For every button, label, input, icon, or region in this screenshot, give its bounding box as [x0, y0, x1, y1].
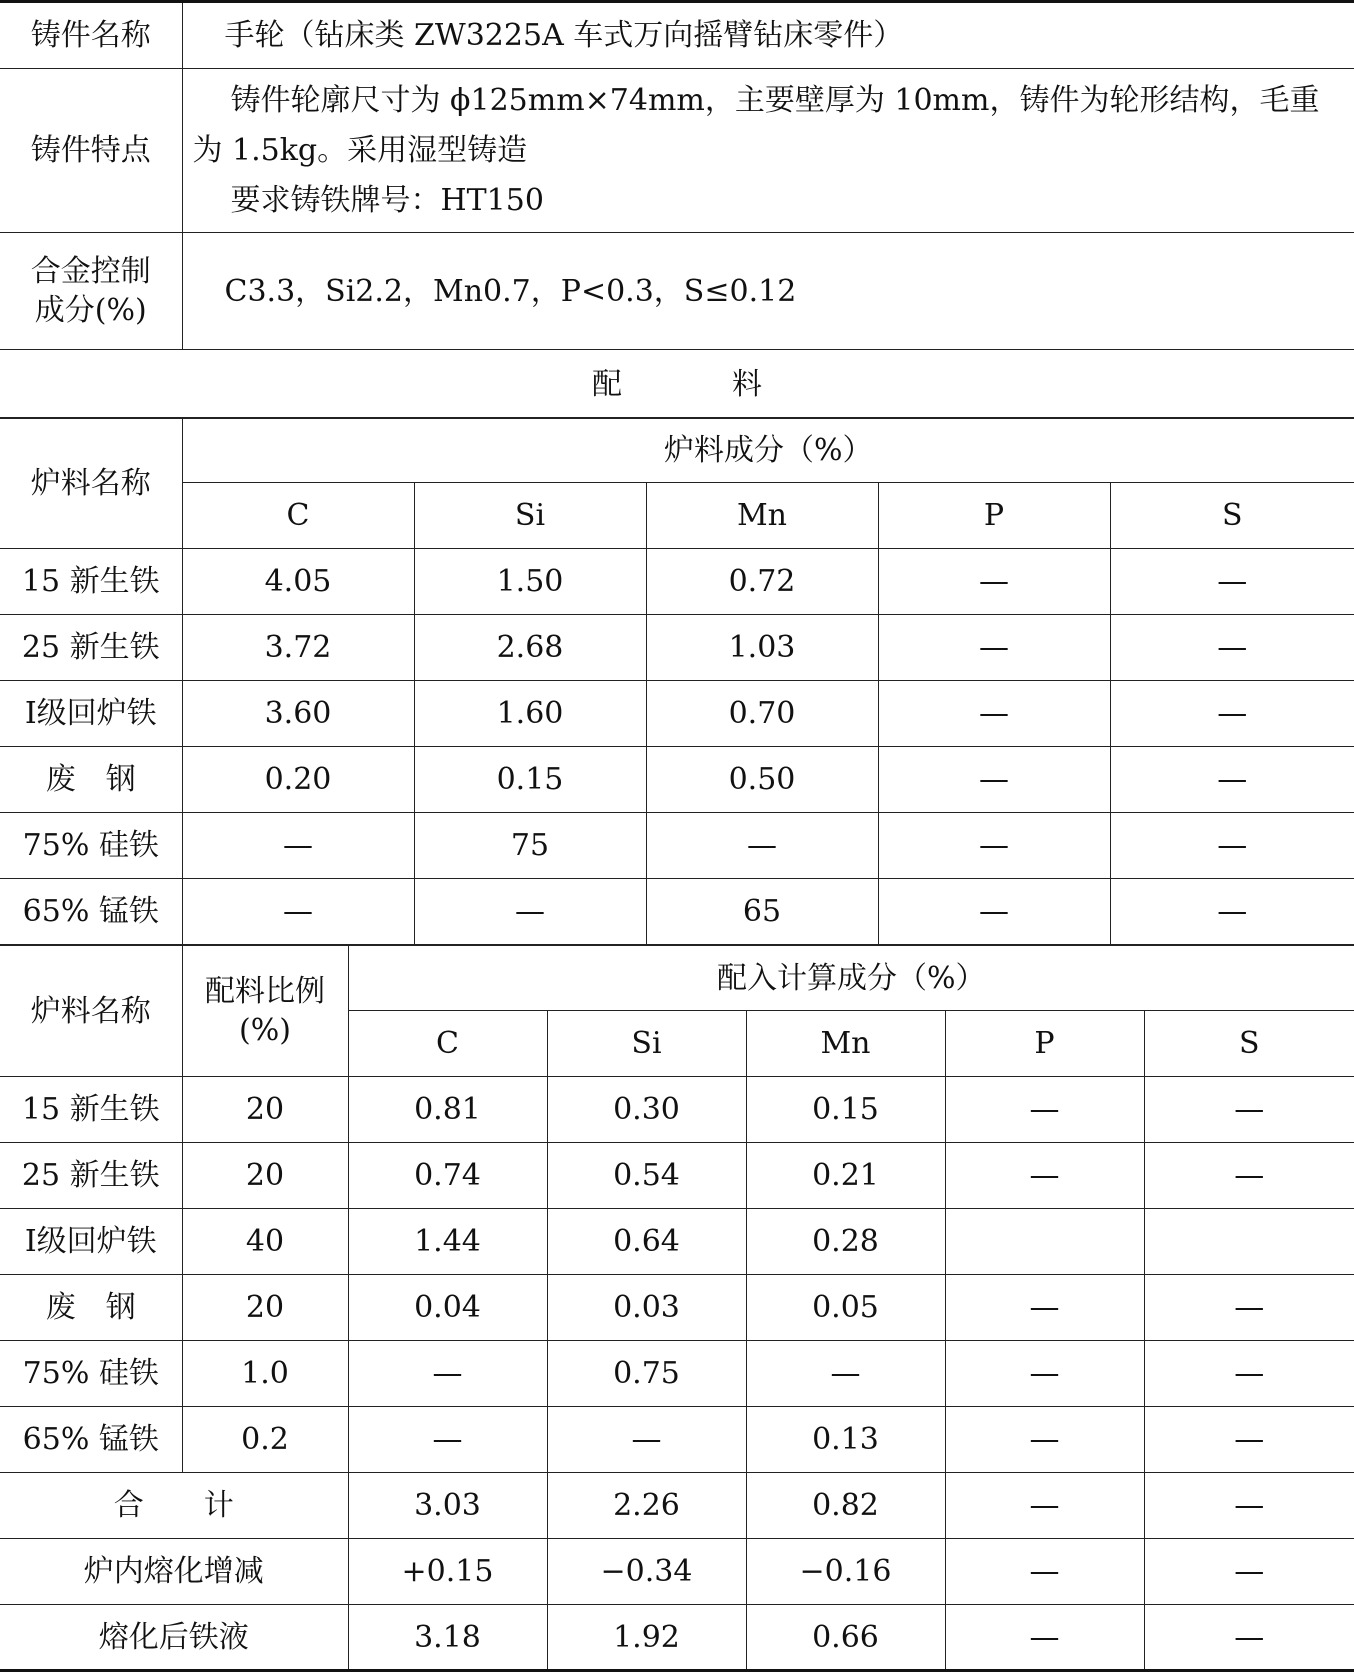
- charge-header-row-2: [0, 483, 1354, 549]
- calc-si: 0.64: [547, 1209, 746, 1275]
- calc-header-row-1: [0, 946, 1354, 1011]
- table-row: [0, 1209, 1354, 1275]
- ratio-header-line-2: (%): [239, 1013, 291, 1048]
- calc-name: 65% 锰铁: [0, 1407, 182, 1473]
- calc-col-p: P: [945, 1011, 1144, 1077]
- calc-ratio: 1.0: [182, 1341, 348, 1407]
- charge-col-s: S: [1110, 483, 1354, 549]
- charge-si: 0.15: [414, 747, 646, 813]
- calc-group-header: 配入计算成分（%）: [348, 946, 1354, 1011]
- charge-p: —: [878, 681, 1110, 747]
- charge-si: 2.68: [414, 615, 646, 681]
- calc-p: —: [945, 1143, 1144, 1209]
- charge-name: 65% 锰铁: [0, 879, 182, 945]
- calc-ratio-header: [182, 946, 348, 1077]
- charge-s: —: [1110, 747, 1354, 813]
- summary-mn: 0.82: [746, 1473, 945, 1539]
- alloy-control-row: [0, 233, 1354, 350]
- charge-name: Ⅰ级回炉铁: [0, 681, 182, 747]
- charge-name: 15 新生铁: [0, 549, 182, 615]
- charge-c: —: [182, 813, 414, 879]
- summary-c: 3.18: [348, 1605, 547, 1671]
- charge-composition-table: [0, 417, 1354, 945]
- charge-c: —: [182, 879, 414, 945]
- calc-mn: 0.28: [746, 1209, 945, 1275]
- alloy-control-value: C3.3，Si2.2，Mn0.7，P<0.3，S≤0.12: [182, 233, 1354, 350]
- calc-p: [945, 1209, 1144, 1275]
- calc-c: 0.04: [348, 1275, 547, 1341]
- charge-group-header: 炉料成分（%）: [182, 418, 1354, 483]
- charge-name: 25 新生铁: [0, 615, 182, 681]
- section-title: [0, 350, 1354, 419]
- charge-name: 75% 硅铁: [0, 813, 182, 879]
- calc-si: —: [547, 1407, 746, 1473]
- summary-si: 2.26: [547, 1473, 746, 1539]
- summary-mn: 0.66: [746, 1605, 945, 1671]
- summary-row-molten-iron: [0, 1605, 1354, 1671]
- charge-si: —: [414, 879, 646, 945]
- calc-c: 0.81: [348, 1077, 547, 1143]
- table-row: [0, 1341, 1354, 1407]
- features-line-2: 为 1.5kg。采用湿型铸造: [192, 132, 528, 168]
- calc-p: —: [945, 1341, 1144, 1407]
- calc-name: 25 新生铁: [0, 1143, 182, 1209]
- summary-row-total: [0, 1473, 1354, 1539]
- alloy-label-line-1: 合金控制: [30, 254, 151, 289]
- summary-s: —: [1144, 1473, 1354, 1539]
- summary-s: —: [1144, 1539, 1354, 1605]
- calc-s: —: [1144, 1407, 1354, 1473]
- calc-s: [1144, 1209, 1354, 1275]
- charge-p: —: [878, 813, 1110, 879]
- casting-name-value: 手轮（钻床类 ZW3225A 车式万向摇臂钻床零件）: [182, 2, 1354, 69]
- table-row: [0, 615, 1354, 681]
- table-row: [0, 879, 1354, 945]
- casting-info-table: [0, 0, 1354, 419]
- casting-features-value: [182, 69, 1354, 233]
- charge-col-mn: Mn: [646, 483, 878, 549]
- charge-col-si: Si: [414, 483, 646, 549]
- charge-s: —: [1110, 681, 1354, 747]
- features-line-1: 铸件轮廓尺寸为 ϕ125mm×74mm，主要壁厚为 10mm，铸件为轮形结构，毛重: [230, 82, 1320, 118]
- alloy-control-label: [0, 233, 182, 350]
- table-row: [0, 1407, 1354, 1473]
- charge-si: 1.60: [414, 681, 646, 747]
- charge-si: 75: [414, 813, 646, 879]
- summary-row-melt-change: [0, 1539, 1354, 1605]
- calc-ratio: 20: [182, 1275, 348, 1341]
- charge-mn: 0.70: [646, 681, 878, 747]
- section-title-part-2: 料: [732, 366, 762, 402]
- calc-ratio: 40: [182, 1209, 348, 1275]
- charge-c: 3.72: [182, 615, 414, 681]
- calc-ratio: 20: [182, 1077, 348, 1143]
- calc-c: —: [348, 1341, 547, 1407]
- table-row: [0, 1077, 1354, 1143]
- section-title-row: [0, 350, 1354, 419]
- charge-mn: 0.72: [646, 549, 878, 615]
- casting-name-label: 铸件名称: [0, 2, 182, 69]
- charge-s: —: [1110, 813, 1354, 879]
- summary-p: —: [945, 1473, 1144, 1539]
- table-row: [0, 681, 1354, 747]
- casting-name-row: [0, 2, 1354, 69]
- summary-mn: −0.16: [746, 1539, 945, 1605]
- charge-si: 1.50: [414, 549, 646, 615]
- table-row: [0, 549, 1354, 615]
- casting-features-label: 铸件特点: [0, 69, 182, 233]
- features-line-3: 要求铸铁牌号：HT150: [230, 182, 544, 218]
- calc-mn: 0.15: [746, 1077, 945, 1143]
- calculated-composition-table: [0, 945, 1354, 1672]
- charge-s: —: [1110, 879, 1354, 945]
- table-row: [0, 747, 1354, 813]
- table-row: [0, 1143, 1354, 1209]
- summary-label: 合 计: [0, 1473, 348, 1539]
- summary-p: —: [945, 1539, 1144, 1605]
- calc-col-mn: Mn: [746, 1011, 945, 1077]
- charge-name-header: 炉料名称: [0, 418, 182, 549]
- calc-s: —: [1144, 1341, 1354, 1407]
- calc-c: —: [348, 1407, 547, 1473]
- calc-col-si: Si: [547, 1011, 746, 1077]
- calc-p: —: [945, 1407, 1144, 1473]
- calc-name: 75% 硅铁: [0, 1341, 182, 1407]
- calc-p: —: [945, 1077, 1144, 1143]
- summary-c: 3.03: [348, 1473, 547, 1539]
- calc-ratio: 20: [182, 1143, 348, 1209]
- charge-p: —: [878, 615, 1110, 681]
- calc-p: —: [945, 1275, 1144, 1341]
- charge-mn: —: [646, 813, 878, 879]
- charge-col-c: C: [182, 483, 414, 549]
- calc-col-s: S: [1144, 1011, 1354, 1077]
- charge-p: —: [878, 747, 1110, 813]
- calc-col-c: C: [348, 1011, 547, 1077]
- table-row: [0, 1275, 1354, 1341]
- calc-mn: 0.05: [746, 1275, 945, 1341]
- calc-s: —: [1144, 1077, 1354, 1143]
- charge-c: 0.20: [182, 747, 414, 813]
- summary-s: —: [1144, 1605, 1354, 1671]
- summary-label: 炉内熔化增减: [0, 1539, 348, 1605]
- calc-c: 1.44: [348, 1209, 547, 1275]
- calc-s: —: [1144, 1143, 1354, 1209]
- calc-s: —: [1144, 1275, 1354, 1341]
- charge-p: —: [878, 549, 1110, 615]
- charge-mn: 65: [646, 879, 878, 945]
- calc-si: 0.03: [547, 1275, 746, 1341]
- summary-si: 1.92: [547, 1605, 746, 1671]
- summary-c: +0.15: [348, 1539, 547, 1605]
- calc-si: 0.75: [547, 1341, 746, 1407]
- charge-col-p: P: [878, 483, 1110, 549]
- calc-si: 0.54: [547, 1143, 746, 1209]
- calc-mn: 0.21: [746, 1143, 945, 1209]
- calc-name: 15 新生铁: [0, 1077, 182, 1143]
- calc-c: 0.74: [348, 1143, 547, 1209]
- calc-name-header: 炉料名称: [0, 946, 182, 1077]
- calc-mn: —: [746, 1341, 945, 1407]
- charge-s: —: [1110, 615, 1354, 681]
- charge-mn: 1.03: [646, 615, 878, 681]
- charge-header-row-1: [0, 418, 1354, 483]
- charge-name: 废 钢: [0, 747, 182, 813]
- calc-name: Ⅰ级回炉铁: [0, 1209, 182, 1275]
- section-title-part-1: 配: [592, 366, 622, 402]
- charge-mn: 0.50: [646, 747, 878, 813]
- charge-c: 4.05: [182, 549, 414, 615]
- summary-si: −0.34: [547, 1539, 746, 1605]
- calc-ratio: 0.2: [182, 1407, 348, 1473]
- calc-mn: 0.13: [746, 1407, 945, 1473]
- alloy-label-line-2: 成分(%): [34, 293, 147, 328]
- calc-name: 废 钢: [0, 1275, 182, 1341]
- ratio-header-line-1: 配料比例: [205, 974, 325, 1009]
- summary-p: —: [945, 1605, 1144, 1671]
- table-row: [0, 813, 1354, 879]
- casting-features-row: [0, 69, 1354, 233]
- charge-c: 3.60: [182, 681, 414, 747]
- charge-s: —: [1110, 549, 1354, 615]
- charge-p: —: [878, 879, 1110, 945]
- summary-label: 熔化后铁液: [0, 1605, 348, 1671]
- calc-si: 0.30: [547, 1077, 746, 1143]
